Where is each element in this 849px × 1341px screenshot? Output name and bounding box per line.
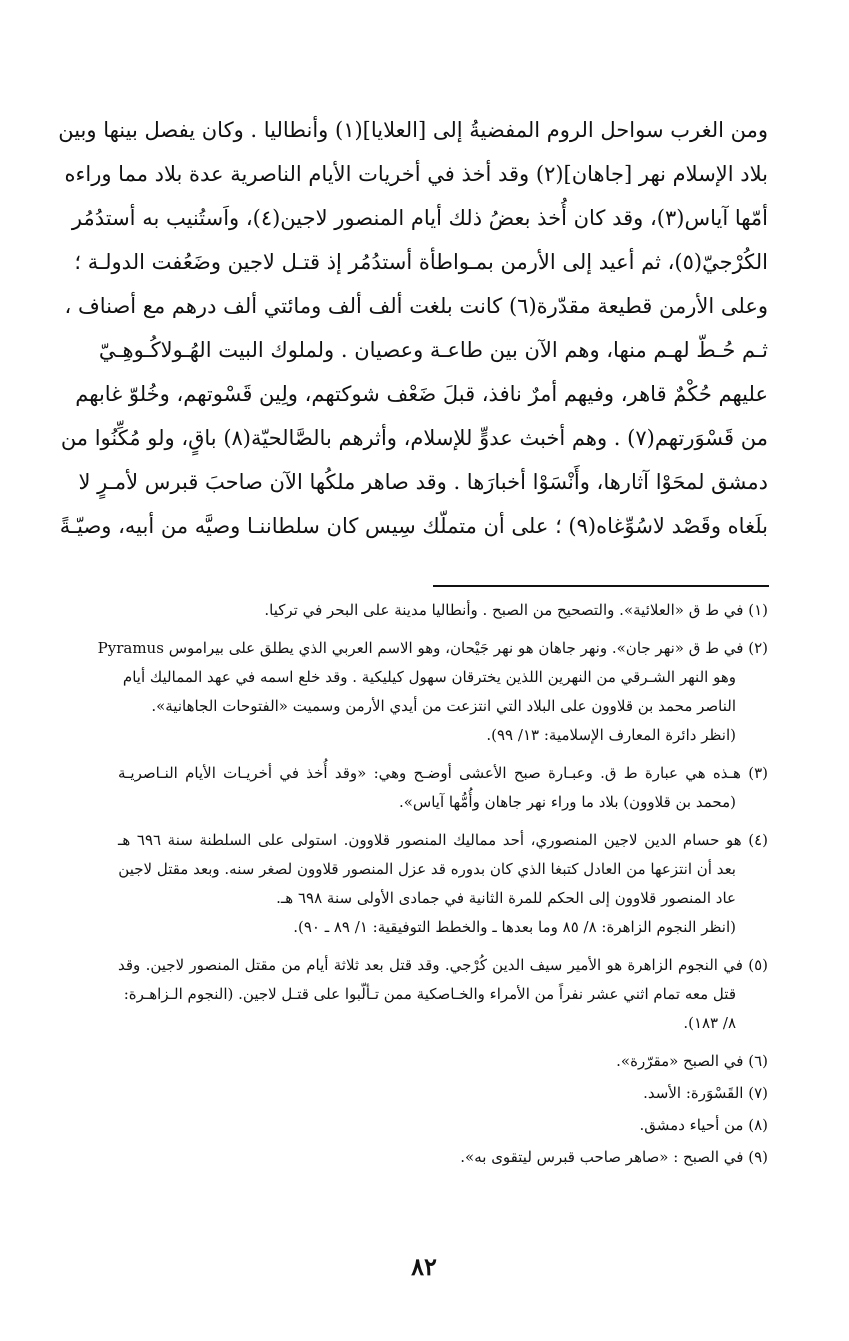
- footnote-line: (٨) من أحياء دمشق.: [639, 1116, 768, 1134]
- footnote-separator: [433, 585, 769, 587]
- text-line: أمّها آياس(٣)، وقد كان أُخذ بعضُ ذلك أيام المنصور لاجين(٤)، واَستُنيب به أستدُمُر: [71, 206, 768, 230]
- footnote-7: [118, 1079, 768, 1108]
- footnote-line: (انظر النجوم الزاهرة: ٨/ ٨٥ وما بعدها ـ والخطط التوفيقية: ١/ ٨٩ ـ ٩٠).: [293, 918, 736, 936]
- footnote-line: (٩) في الصبح : «صاهر صاحب قبرس ليتقوى به».: [460, 1148, 768, 1166]
- footnote-line: (٣) هـذه هي عبارة ط ق. وعبـارة صبح الأعشى أوضـح وهي: «وقد أُخذ في أخريـات الأيام النـاصريـة: [118, 764, 768, 782]
- main-text: [58, 108, 768, 548]
- footnote-line: (١) في ط ق «العلائية». والتصحيح من الصبح . وأنطاليا مدينة على البحر في تركيا.: [264, 601, 768, 619]
- footnote-5: [118, 951, 768, 1038]
- text-line: بلاد الإسلام نهر [جاهان](٢) وقد أخذ في أخريات الأيام الناصرية عدة بلاد مما وراءه: [64, 162, 768, 186]
- text-line: الكُرْجيّ(٥)، ثم أعيد إلى الأرمن بمـواطأة أستدُمُر إذ قتـل لاجين وضَعُفت الدولـة ؛: [74, 250, 768, 274]
- footnote-9: [118, 1143, 768, 1172]
- footnote-line: (٧) القَسْوَرة: الأسد.: [643, 1084, 768, 1102]
- text-line: دمشق لمحَوْا آثارها، وأَنْسَوْا أخبارَها . وقد صاهر ملكُها الآن صاحبَ قبرس لأمـرٍ لا: [78, 470, 768, 494]
- footnote-6: [118, 1047, 768, 1076]
- footnotes: [97, 596, 769, 1175]
- footnote-line: (٥) في النجوم الزاهرة هو الأمير سيف الدين كُرْجي. وقد قتل بعد ثلاثة أيام من مقتل المنصور لاجين. وقد: [118, 956, 768, 974]
- footnote-line: (٢) في ط ق «نهر جان». ونهر جاهان هو نهر جَيْحان، وهو الاسم العربي الذي يطلق على بيراموس Pyramus: [97, 639, 768, 657]
- page-number: ٨٢: [411, 1252, 437, 1281]
- footnote-line: الناصر محمد بن قلاوون على البلاد التي انتزعت من أيدي الأرمن وسميت «الفتوحات الجاهانية».: [151, 697, 736, 715]
- footnote-line: وهو النهر الشـرقي من النهرين اللذين يخترقان سهول كيليكية . وقد خلع اسمه في عهد المماليك أيام: [122, 668, 736, 686]
- text-line: بلَغاه وقَصْد لاسُوِّغاه(٩) ؛ على أن متملّك سِيس كان سلطاننـا وصيَّه من أبيه، وصيّـةً: [59, 514, 768, 538]
- footnote-line: (٤) هو حسام الدين لاجين المنصوري، أحد مماليك المنصور قلاوون. استولى على السلطنة سنة ٦٩٦ هـ: [118, 831, 769, 849]
- text-line: ثـم حُـطّ لهـم منها، وهم الآن بين طاعـة وعصيان . ولملوك البيت الهُـولاكُـوهِـيّ: [98, 338, 768, 362]
- text-line: عليهم حُكْمٌ قاهر، وفيهم أمرٌ نافذ، قبلَ ضَعْف شوكتهم، ولِين قَسْوتهم، وخُلوّ غابهم: [75, 382, 768, 406]
- text-line: من قَسْوَرتهم(٧) . وهم أخبث عدوٍّ للإسلام، وأثرهم بالصَّالحيّة(٨) باقٍ، ولو مُكِّنُوا من: [60, 426, 768, 450]
- footnote-4: [118, 826, 768, 942]
- text-line: ومن الغرب سواحل الروم المفضيةُ إلى [العلايا](١) وأنطاليا . وكان يفصل بينها وبين: [58, 118, 768, 142]
- footnote-line: (٦) في الصبح «مقرّرة».: [616, 1052, 768, 1070]
- footnote-1: [118, 596, 768, 625]
- footnote-line: عاد المنصور قلاوون إلى الحكم للمرة الثانية في جمادى الأولى سنة ٦٩٨ هـ.: [276, 889, 736, 907]
- footnote-line: بعد أن انتزعها من العادل كتبغا الذي كان بدوره قد عزل المنصور قلاوون لصغر سنه. وبعد مقتل لاجين: [118, 860, 736, 878]
- text-line: وعلى الأرمن قطيعة مقدّرة(٦) كانت بلغت ألف ألف ومائتي ألف درهم مع أصناف ،: [64, 294, 768, 318]
- footnote-line: (محمد بن قلاوون) بلاد ما وراء نهر جاهان وأُمُّها آياس».: [398, 793, 736, 811]
- footnote-3: [118, 759, 768, 817]
- footnote-line: ٨/ ١٨٣).: [683, 1014, 736, 1032]
- footnote-line: قتل معه تمام اثني عشر نفراً من الأمراء والخـاصكية ممن تـألّبوا على قتـل لاجين. (النجوم الـزاهـرة:: [123, 985, 736, 1003]
- footnote-2: [97, 634, 768, 750]
- footnote-8: [118, 1111, 768, 1140]
- footnote-line: (انظر دائرة المعارف الإسلامية: ١٣/ ٩٩).: [486, 726, 736, 744]
